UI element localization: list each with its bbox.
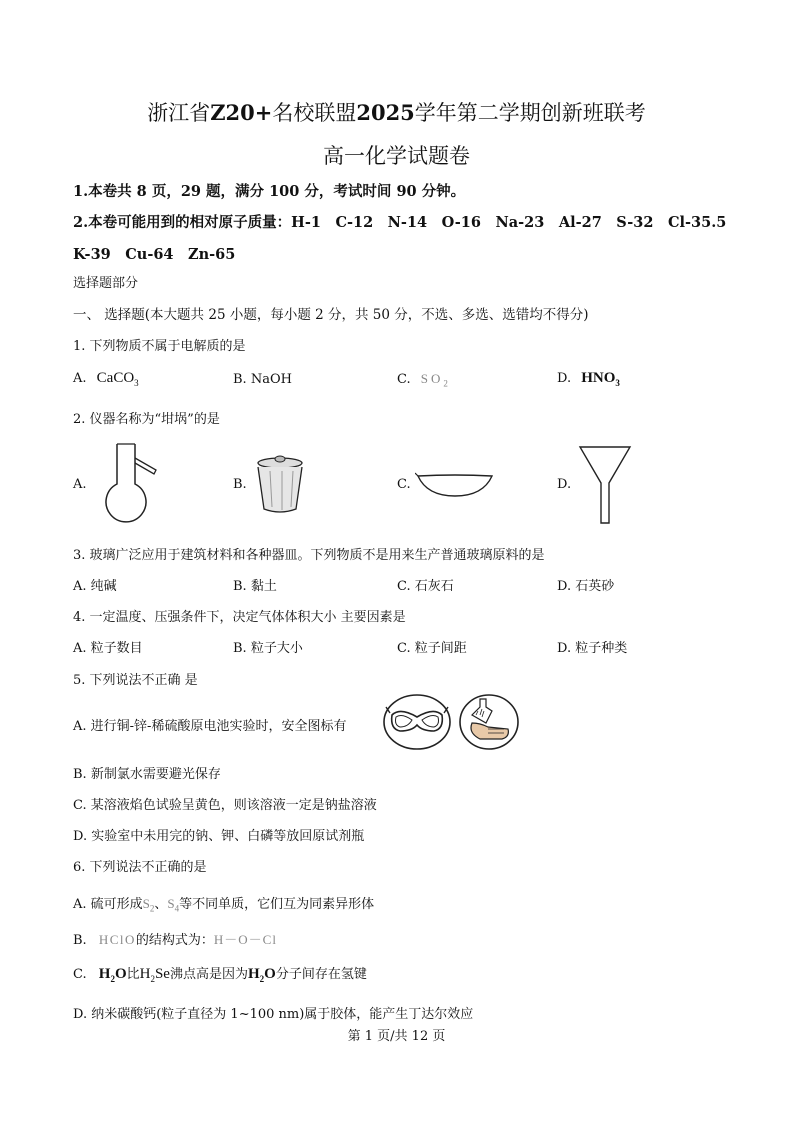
q6-option-d: D. 纳米碳酸钙(粒子直径为 1~100 nm)属于胶体，能产生丁达尔效应: [73, 1007, 474, 1022]
q3-option-b: B. 黏土: [233, 579, 277, 594]
q6-option-c: C. $H_2O$比$H_2Se$沸点高是因为$H_2O$分子间存在氢键: [73, 966, 367, 984]
page-number: 第 1 页/共 12 页: [347, 1029, 446, 1044]
instruction-line-1: 1.本卷共 8 页，29 题，满分 100 分，考试时间 90 分钟。: [73, 183, 466, 200]
q4-option-c: C. 粒子间距: [397, 641, 467, 656]
q3-option-a: A. 纯碱: [73, 579, 117, 594]
distillation-flask-icon: [90, 440, 160, 530]
q4-option-d: D. 粒子种类: [557, 641, 628, 656]
crucible-icon: [250, 453, 310, 515]
q5-option-b: B. 新制氯水需要避光保存: [73, 767, 221, 782]
q1-option-b: B. NaOH: [233, 372, 292, 387]
instruction-line-2: 2.本卷可能用到的相对原子质量：H-1 C-12 N-14 O-16 Na-23 Al-27 S-32 Cl-35.5: [73, 214, 727, 231]
q5-option-a: A. 进行铜-锌-稀硫酸原电池实验时，安全图标有: [73, 719, 347, 734]
q5-option-c: C. 某溶液焰色试验呈黄色，则该溶液一定是钠盐溶液: [73, 798, 377, 813]
section-heading: 一、 选择题(本大题共 25 小题，每小题 2 分，共 50 分，不选、多选、选错均不得分): [73, 307, 589, 323]
q4-option-b: B. 粒子大小: [233, 641, 303, 656]
q5-option-d: D. 实验室中未用完的钠、钾、白磷等放回原试剂瓶: [73, 829, 365, 844]
question-1-stem: 1. 下列物质不属于电解质的是: [73, 339, 246, 354]
funnel-icon: [578, 445, 632, 525]
question-3-stem: 3. 玻璃广泛应用于建筑材料和各种器皿。下列物质不是用来生产普通玻璃原料的是: [73, 548, 545, 563]
part-label: 选择题部分: [73, 276, 139, 291]
q1-option-c: C. $SO_2$: [397, 371, 451, 389]
q2-option-d-label: D.: [557, 477, 572, 492]
q3-option-d: D. 石英砂: [557, 579, 615, 594]
question-4-stem: 4. 一定温度、压强条件下，决定气体体积大小 主要因素是: [73, 610, 406, 625]
evaporating-dish-icon: [415, 470, 495, 500]
q4-option-a: A. 粒子数目: [73, 641, 143, 656]
q2-option-a-label: A.: [73, 477, 87, 492]
goggles-safety-icon: [382, 693, 452, 751]
question-2-stem: 2. 仪器名称为“坩埚”的是: [73, 412, 220, 427]
question-6-stem: 6. 下列说法不正确的是: [73, 860, 207, 875]
q2-option-c-label: C.: [397, 477, 411, 492]
q1-option-d: D. $HNO_3$: [557, 370, 620, 388]
q6-option-b: B. HClO的结构式为：H－O－Cl: [73, 932, 277, 948]
question-5-stem: 5. 下列说法不正确 是: [73, 673, 198, 688]
exam-title: 浙江省Z20+名校联盟2025学年第二学期创新班联考: [147, 100, 646, 125]
q6-option-a: A. 硫可形成$S_2$、$S_4$等不同单质，它们互为同素异形体: [73, 896, 375, 914]
q2-option-b-label: B.: [233, 477, 247, 492]
instruction-line-3: K-39 Cu-64 Zn-65: [73, 246, 236, 263]
q3-option-c: C. 石灰石: [397, 579, 454, 594]
handwashing-safety-icon: [458, 693, 520, 751]
exam-subtitle: 高一化学试题卷: [323, 144, 470, 168]
q1-option-a: A. CaCO$_3$: [73, 370, 139, 388]
